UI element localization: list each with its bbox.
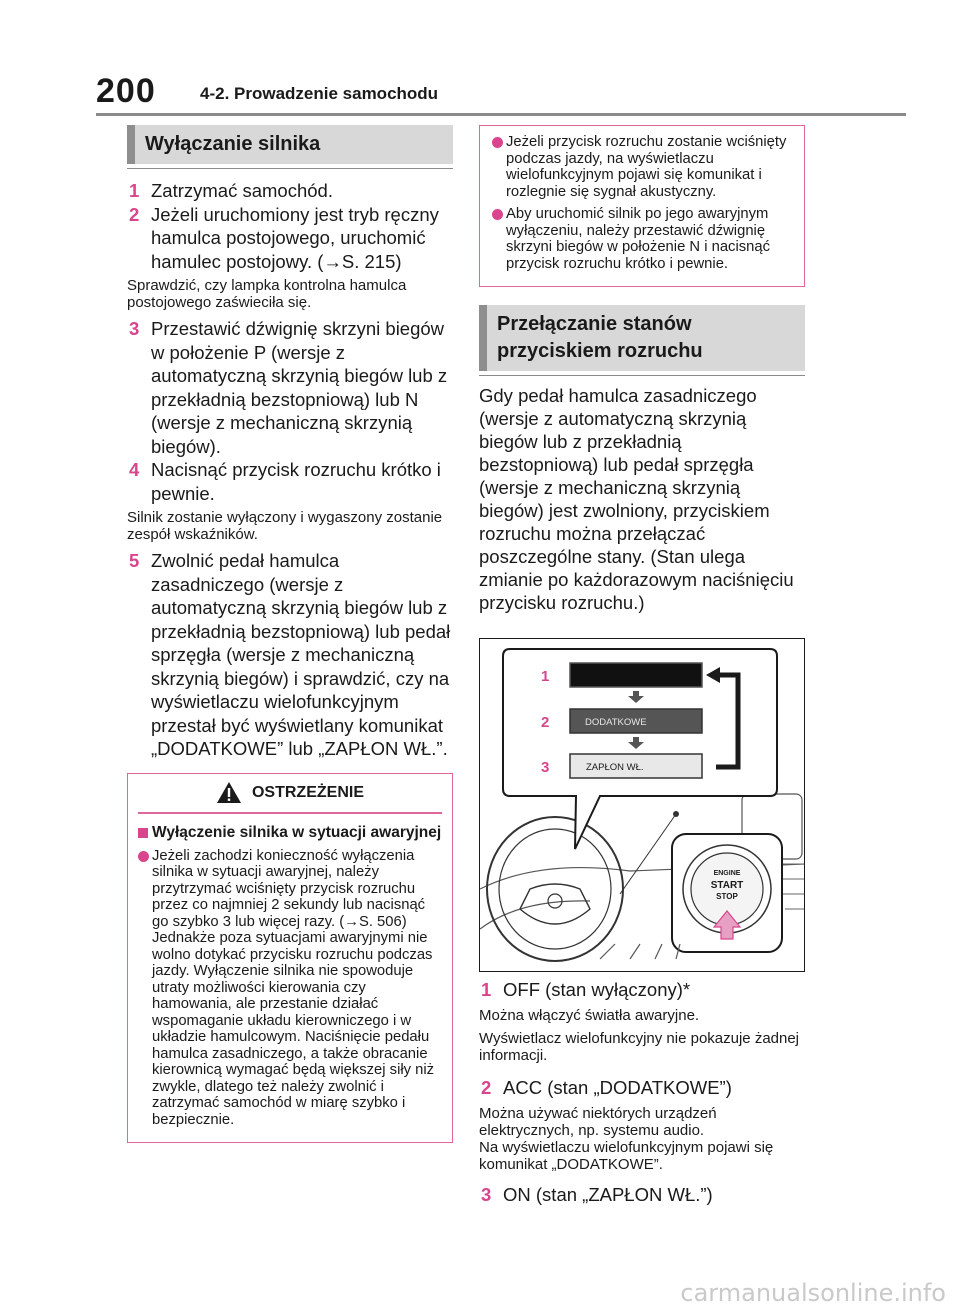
warning-subtitle (138, 824, 442, 842)
step-2 (127, 203, 453, 274)
info-box (479, 125, 805, 287)
bullet-dot-icon (492, 137, 503, 148)
warning-subtitle-text: Wyłączenie silnika w sytuacji awaryjnej (152, 823, 442, 841)
step-text: Przestawić dźwignię skrzyni biegów w położenie P (wersje z automatyczną skrzynią biegów lub z przekładnią bezstopniową) lub N (wersje z mechaniczną skrzynią biegów). (151, 318, 448, 457)
mode-number: 1 (481, 979, 492, 1000)
section-rule (479, 375, 805, 376)
mode-title: OFF (stan wyłączony)* (503, 979, 691, 1000)
intro-paragraph: Gdy pedał hamulca zasadniczego (wersje z automatyczną skrzynią biegów lub z przekładnią bezstopniową) lub pedał sprzęgła (wersje z mechaniczną skrzynią biegów) jest zwolniony, przyciskiem rozruchu można przełączać poszczególne stany. (Stan ulega zmianie po każdorazowym naciśnięciu przycisku rozruchu.) (479, 385, 794, 613)
label-3: 3 (541, 759, 550, 776)
step-number: 3 (129, 318, 140, 339)
info-bullet-text: Jeżeli przycisk rozruchu zostanie wciśnięty podczas jazdy, na wyświetlaczu wielofunkcyjnym pojawi się komunikat i rozlegnie się sygnał akustyczny. (506, 134, 787, 200)
step-number: 5 (129, 550, 140, 571)
note-parking-brake: Sprawdzić, czy lampka kontrolna hamulca postojowego zaświeciła się. (127, 277, 407, 311)
step-number: 4 (129, 459, 140, 480)
display-on-label: ZAPŁON WŁ. (586, 762, 644, 773)
warning-continuation: Jednakże poza sytuacjami awaryjnymi nie wolno dotykać przycisku rozruchu podczas jazdy. Wyłączenie silnika nie spowoduje utraty możliwości kierowania czy hamowania, ale przestanie działać wspomaganie układu kierowniczego i w układzie hamulcowym. Naciśnięcie pedału hamulca zasadniczego, a także obracanie kierownicą wymagać będą większej siły niż zwykle, dlatego też należy zwolnić i zatrzymać samochód w miarę szybko i bezpiecznie. (152, 930, 435, 1128)
left-column (127, 125, 453, 1143)
step-text: Nacisnąć przycisk rozruchu krótko i pewnie. (151, 459, 441, 504)
info-bullet-text: Aby uruchomić silnik po jego awaryjnym wyłączeniu, należy przestawić dźwignię skrzyni biegów w położenie N i nacisnąć przycisk rozruchu krótko i pewnie. (506, 206, 771, 272)
display-acc-label: DODATKOWE (585, 717, 647, 728)
chapter-title: 4-2. Prowadzenie samochodu (200, 84, 439, 103)
button-line-3: STOP (716, 892, 738, 901)
mode-2-note-1: Można używać niektórych urządzeń elektrycznych, np. systemu audio. (479, 1105, 717, 1139)
mode-1-note-2: Wyświetlacz wielofunkcyjny nie pokazuje żadnej informacji. (479, 1030, 800, 1064)
section-title-switch-modes: Przełączanie stanów przyciskiem rozruchu (479, 305, 805, 371)
step-1 (127, 179, 453, 203)
engine-switch-illustration (479, 638, 805, 972)
bullet-dot-icon (138, 851, 149, 862)
illustration-svg (480, 639, 805, 972)
mode-1-note-1: Można włączyć światła awaryjne. (479, 1007, 700, 1024)
square-bullet-icon (138, 828, 148, 838)
step-number: 1 (129, 180, 140, 201)
warning-header (138, 774, 442, 814)
steering-wheel-icon (487, 817, 623, 961)
display-off (570, 663, 702, 687)
button-line-1: ENGINE (713, 870, 741, 877)
warning-bullet-text: Jeżeli zachodzi konieczność wyłączenia silnika w sytuacji awaryjnej, należy przytrzymać wciśnięty przycisk rozruchu przez co najmniej 2 sekundy lub nacisnąć go szybko 3 lub więcej razy. (→S. 506) (152, 847, 426, 930)
step-text: Zwolnić pedał hamulca zasadniczego (wersje z automatyczną skrzynią biegów lub z przekładnią bezstopniową) lub pedał sprzęgła (wersje z mechaniczną skrzynią biegów) i sprawdzić, czy na wyświetlaczu wielofunkcyjnym przestał być wyświetlany komunikat „DODATKOWE” lub „ZAPŁON WŁ.”. (151, 550, 451, 759)
mode-number: 2 (481, 1077, 492, 1098)
note-engine-off: Silnik zostanie wyłączony i wygaszony zostanie zespół wskaźników. (127, 509, 443, 543)
warning-title: OSTRZEŻENIE (251, 783, 364, 801)
mode-2 (479, 1076, 805, 1099)
header-rule (96, 113, 906, 116)
step-number: 2 (129, 203, 140, 225)
mode-1 (479, 978, 805, 1001)
warning-bullet (138, 848, 442, 1129)
step-4 (127, 458, 453, 505)
button-line-2: START (710, 880, 744, 891)
right-column (479, 125, 805, 1206)
info-bullet (492, 134, 792, 200)
label-1: 1 (541, 668, 550, 685)
step-5 (127, 549, 453, 761)
label-2: 2 (541, 714, 550, 731)
mode-number: 3 (481, 1184, 492, 1205)
section-rule (127, 168, 453, 169)
page-number: 200 (96, 72, 156, 110)
watermark: carmanualsonline.info (680, 1279, 946, 1307)
mode-title: ACC (stan „DODATKOWE”) (503, 1077, 732, 1098)
step-3 (127, 317, 453, 458)
section-title-engine-off: Wyłączanie silnika (127, 125, 453, 164)
mode-3 (479, 1183, 805, 1206)
warning-triangle-icon (216, 781, 242, 804)
mode-2-note-2: Na wyświetlaczu wielofunkcyjnym pojawi się komunikat „DODATKOWE”. (479, 1139, 774, 1173)
warning-box (127, 773, 453, 1144)
step-text: Jeżeli uruchomiony jest tryb ręczny hamulca postojowego, uruchomić hamulec postojowy. (→S. 215) (151, 203, 439, 272)
step-text: Zatrzymać samochód. (151, 180, 333, 201)
bullet-dot-icon (492, 209, 503, 220)
mode-title: ON (stan „ZAPŁON WŁ.”) (503, 1184, 713, 1205)
info-bullet (492, 206, 792, 272)
